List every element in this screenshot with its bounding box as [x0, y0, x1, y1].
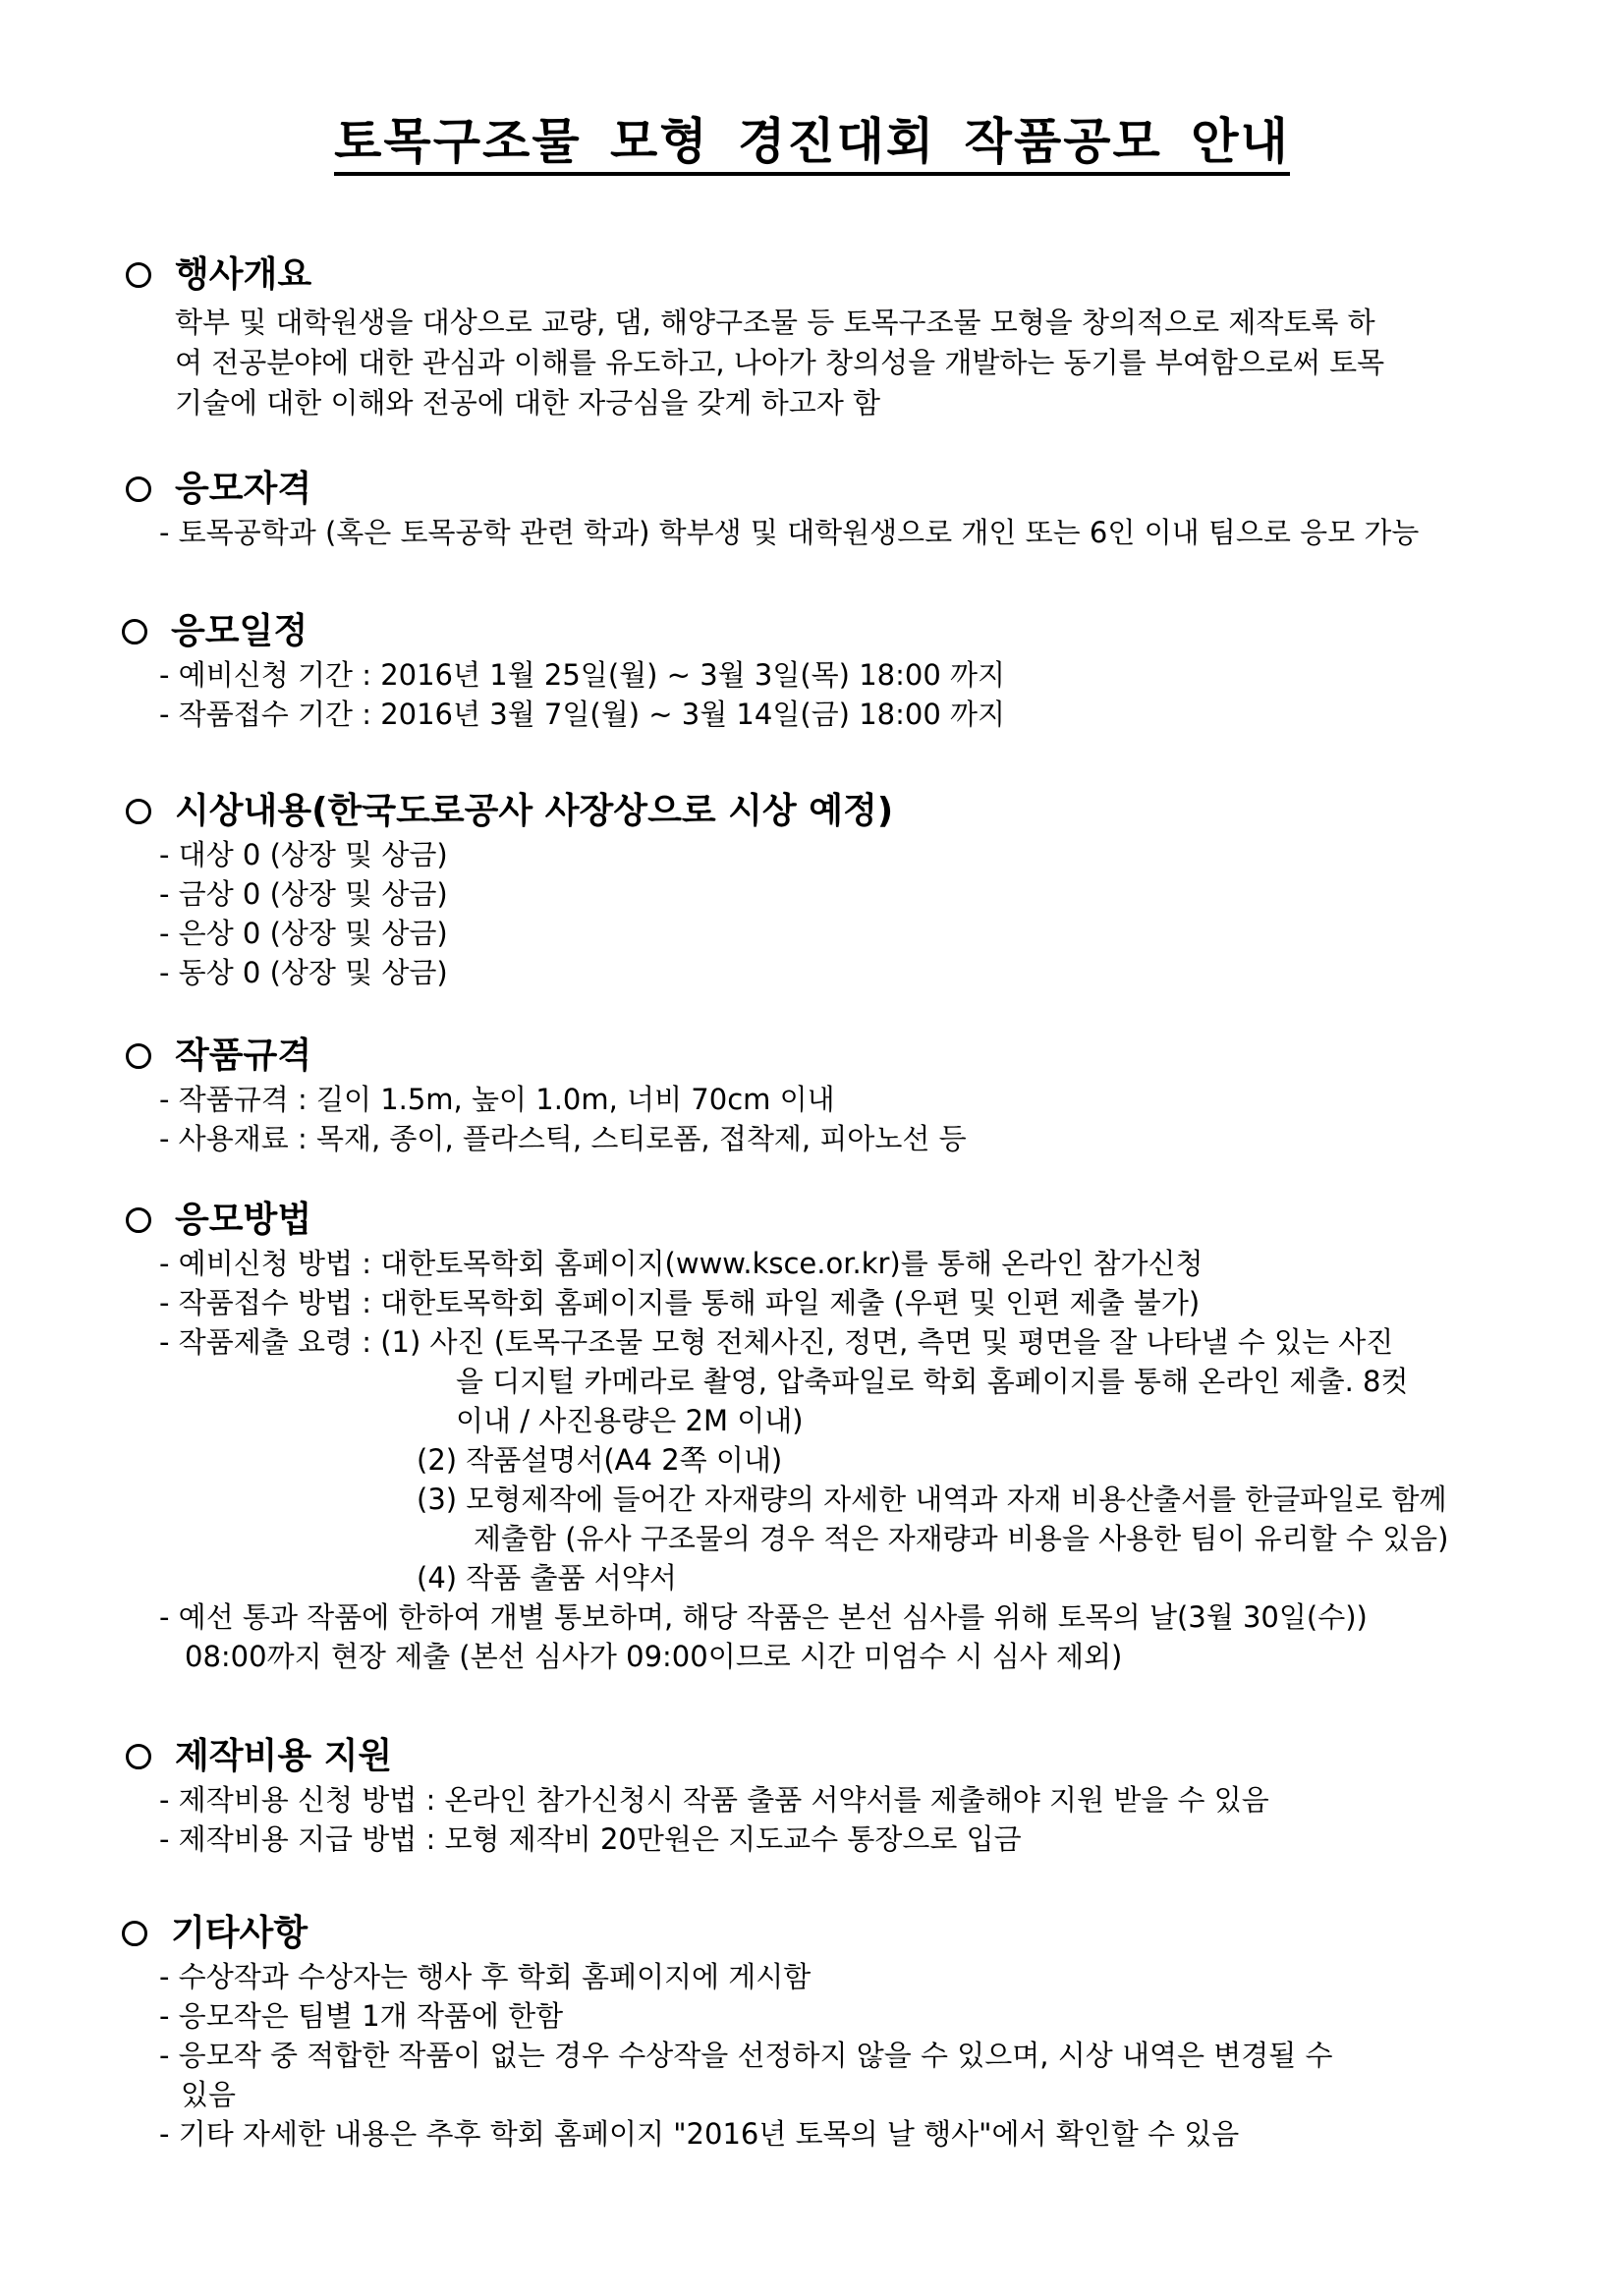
section-other-notes [116, 1910, 1531, 2154]
list-item: - 기타 자세한 내용은 추후 학회 홈페이지 "2016년 토목의 날 행사"에서 확인할 수 있음 [159, 2117, 1240, 2151]
paragraph-line: 여 전공분야에 대한 관심과 이해를 유도하고, 나아가 창의성을 개발하는 동기를 부여함으로써 토목 [175, 346, 1385, 379]
section-heading-text: 응모자격 [175, 469, 312, 509]
list-item: - 응모작은 팀별 1개 작품에 한함 [159, 1999, 564, 2033]
list-item: - 동상 0 (상장 및 상금) [159, 956, 448, 989]
circle-bullet-icon [122, 619, 147, 644]
list-item: - 제작비용 신청 방법 : 온라인 참가신청시 작품 출품 서약서를 제출해야 지원 받을 수 있음 [159, 1783, 1269, 1817]
list-item: - 제작비용 지급 방법 : 모형 제작비 20만원은 지도교수 통장으로 입금 [159, 1822, 1022, 1856]
section-heading-text: 작품규격 [175, 1036, 312, 1076]
list-item-continuation: 있음 [181, 2078, 237, 2111]
list-item-continuation: 제출함 (유사 구조물의 경우 적은 자재량과 비용을 사용한 팀이 유리할 수 있음) [474, 1522, 1449, 1555]
paragraph-line: 기술에 대한 이해와 전공에 대한 자긍심을 갖게 하고자 함 [175, 386, 881, 420]
list-item: - 사용재료 : 목재, 종이, 플라스틱, 스티로폼, 접착제, 피아노선 등 [159, 1122, 967, 1155]
section-heading-text: 응모일정 [171, 611, 308, 651]
list-item-continuation: 08:00까지 현장 제출 (본선 심사가 09:00이므로 시간 미엄수 시 심사 제외) [185, 1640, 1123, 1673]
section-heading [116, 1910, 1531, 1957]
circle-bullet-icon [126, 1744, 151, 1769]
circle-bullet-icon [126, 1043, 151, 1069]
list-item: - 작품제출 요령 : (1) 사진 (토목구조물 모형 전체사진, 정면, 측면 및 평면을 잘 나타낼 수 있는 사진 [159, 1325, 1394, 1359]
list-item: - 작품규격 : 길이 1.5m, 높이 1.0m, 너비 70cm 이내 [159, 1083, 835, 1116]
section-heading-text: 제작비용 지원 [175, 1736, 393, 1776]
section-specifications [120, 1033, 1535, 1158]
circle-bullet-icon [126, 1207, 151, 1233]
section-heading [120, 1033, 1535, 1080]
circle-bullet-icon [126, 262, 151, 288]
circle-bullet-icon [126, 799, 151, 824]
circle-bullet-icon [126, 476, 151, 502]
section-heading-text: 행사개요 [175, 254, 312, 295]
list-item: - 금상 0 (상장 및 상금) [159, 877, 448, 911]
section-heading [116, 608, 1531, 655]
document-title [0, 110, 1624, 173]
circle-bullet-icon [122, 1921, 147, 1946]
section-production-cost-support [120, 1733, 1535, 1859]
section-awards [120, 788, 1535, 992]
overview-paragraph [175, 303, 1519, 423]
paragraph-line: 학부 및 대학원생을 대상으로 교량, 댐, 해양구조물 등 토목구조물 모형을 창의적으로 제작토록 하 [175, 306, 1375, 339]
section-heading-text: 시상내용(한국도로공사 사장상으로 시상 예정) [175, 791, 894, 831]
section-heading-text: 기타사항 [171, 1913, 308, 1953]
list-item: - 응모작 중 적합한 작품이 없는 경우 수상작을 선정하지 않을 수 있으며, 시상 내역은 변경될 수 [159, 2039, 1333, 2072]
section-heading-text: 응모방법 [175, 1200, 312, 1240]
section-heading [120, 1733, 1535, 1780]
list-item: - 토목공학과 (혹은 토목공학 관련 학과) 학부생 및 대학원생으로 개인 또는 6인 이내 팀으로 응모 가능 [159, 516, 1420, 549]
list-item: - 대상 0 (상장 및 상금) [159, 838, 448, 871]
list-item: - 예비신청 기간 : 2016년 1월 25일(월) ~ 3월 3일(목) 18:00 까지 [159, 658, 1006, 692]
list-subitem: (4) 작품 출품 서약서 [417, 1561, 677, 1595]
section-heading [120, 788, 1535, 835]
section-event-overview [120, 252, 1535, 423]
section-how-to-apply [120, 1197, 1535, 1676]
list-item-continuation: 을 디지털 카메라로 촬영, 압축파일로 학회 홈페이지를 통해 온라인 제출. 8컷 [456, 1365, 1409, 1398]
document-title-text: 토목구조물 모형 경진대회 작품공모 안내 [334, 113, 1290, 176]
list-subitem: (2) 작품설명서(A4 2쪽 이내) [417, 1443, 783, 1477]
section-heading [120, 1197, 1535, 1244]
section-schedule [116, 608, 1531, 734]
list-item: - 은상 0 (상장 및 상금) [159, 917, 448, 950]
section-eligibility [120, 466, 1535, 552]
list-subitem: (3) 모형제작에 들어간 자재량의 자세한 내역과 자재 비용산출서를 한글파일로 함께 [417, 1483, 1447, 1516]
list-item: - 작품접수 방법 : 대한토목학회 홈페이지를 통해 파일 제출 (우편 및 인편 제출 불가) [159, 1286, 1201, 1319]
section-heading [120, 252, 1535, 299]
list-item: - 예비신청 방법 : 대한토목학회 홈페이지(www.ksce.or.kr)를 통해 온라인 참가신청 [159, 1247, 1204, 1280]
list-item: - 작품접수 기간 : 2016년 3월 7일(월) ~ 3월 14일(금) 18:00 까지 [159, 698, 1006, 731]
list-item-continuation: 이내 / 사진용량은 2M 이내) [456, 1404, 804, 1437]
list-item: - 예선 통과 작품에 한하여 개별 통보하며, 해당 작품은 본선 심사를 위해 토목의 날(3월 30일(수)) [159, 1600, 1368, 1634]
list-item: - 수상작과 수상자는 행사 후 학회 홈페이지에 게시함 [159, 1960, 812, 1993]
section-heading [120, 466, 1535, 513]
